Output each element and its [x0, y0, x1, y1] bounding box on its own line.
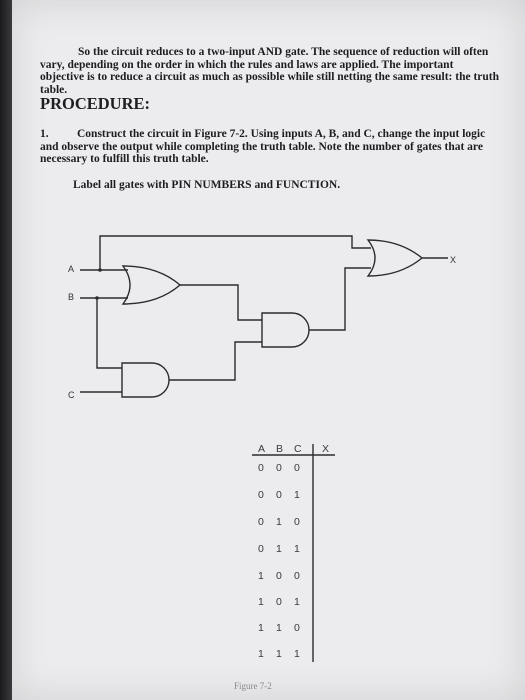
truth-table [252, 443, 335, 662]
tt-row [258, 516, 300, 528]
svg-text:1: 1 [258, 622, 264, 634]
svg-text:0: 0 [276, 489, 282, 501]
tt-header-b: B [276, 443, 284, 455]
tt-row [258, 596, 300, 608]
or-gate-ab [123, 266, 180, 304]
svg-text:1: 1 [258, 648, 264, 660]
svg-text:1: 1 [276, 543, 282, 555]
figure-caption: Figure 7-2 [234, 681, 272, 691]
and-gate-middle [262, 313, 309, 347]
svg-text:1: 1 [258, 596, 264, 608]
step-1-text: Construct the circuit in Figure 7-2. Using inputs A, B, and C, change the input logic and observe the output while completing the truth table. Note the number of gates that are necessary to fulfill this truth table. [40, 128, 486, 165]
step-1-number: 1. [40, 128, 49, 140]
svg-text:1: 1 [294, 596, 300, 608]
or-gate [368, 240, 422, 276]
svg-text:1: 1 [276, 622, 282, 634]
tt-row [258, 543, 300, 555]
svg-text:0: 0 [294, 516, 300, 528]
svg-text:0: 0 [294, 570, 300, 582]
svg-text:0: 0 [258, 543, 264, 555]
tt-row [258, 622, 300, 634]
input-label-c: C [68, 390, 75, 400]
intro-paragraph: So the circuit reduces to a two-input AND gate. The sequence of reduction will often vary, depending on the order in which the rules and laws are applied. The important objective is to reduce a circuit as much as possible while still netting the same result: the truth table. [40, 46, 500, 96]
svg-text:1: 1 [276, 516, 282, 528]
tt-header-a: A [258, 443, 266, 455]
tt-row [258, 462, 300, 474]
tt-row [258, 489, 300, 501]
svg-text:0: 0 [294, 622, 300, 634]
output-label-x: X [450, 255, 457, 265]
tt-header-c: C [294, 443, 302, 455]
input-label-b: B [68, 292, 75, 302]
svg-text:1: 1 [294, 648, 300, 660]
svg-text:1: 1 [294, 543, 300, 555]
and-gate-lower [122, 363, 169, 397]
svg-text:1: 1 [294, 489, 300, 501]
procedure-heading: PROCEDURE: [40, 94, 150, 113]
input-label-a: A [68, 264, 75, 274]
svg-text:1: 1 [276, 648, 282, 660]
svg-text:0: 0 [258, 516, 264, 528]
tt-header-x: X [322, 443, 330, 455]
svg-text:0: 0 [276, 462, 282, 474]
svg-text:0: 0 [276, 570, 282, 582]
tt-row [258, 648, 300, 660]
label-instruction: Label all gates with PIN NUMBERS and FUNCTION. [73, 179, 341, 191]
svg-text:1: 1 [258, 570, 264, 582]
svg-text:0: 0 [258, 489, 264, 501]
svg-text:0: 0 [258, 462, 264, 474]
tt-row [258, 570, 300, 582]
svg-text:0: 0 [276, 596, 282, 608]
circuit-wires [80, 236, 448, 392]
svg-text:0: 0 [294, 462, 300, 474]
